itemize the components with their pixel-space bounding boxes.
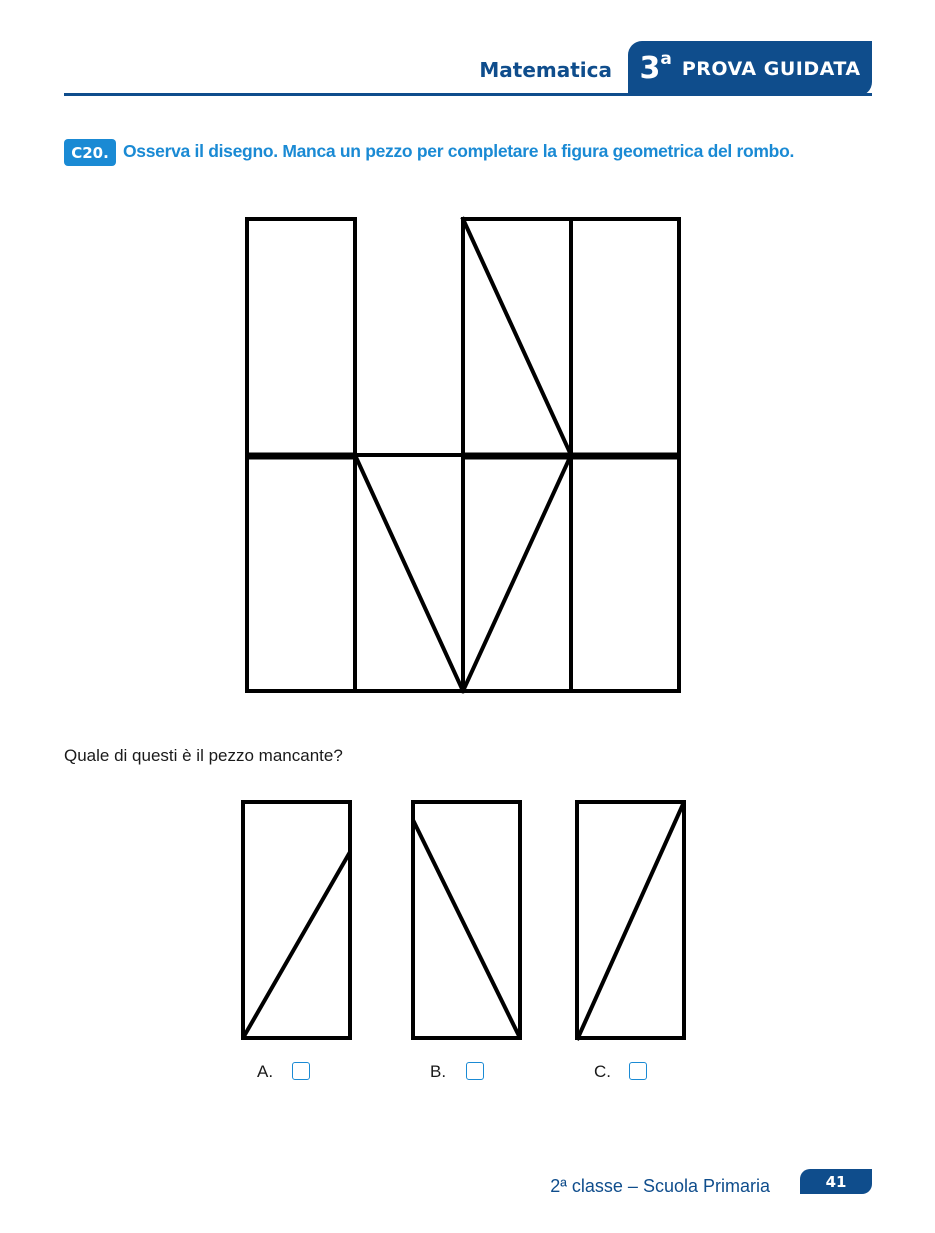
subject-title: Matematica: [479, 58, 612, 82]
question-prompt: Quale di questi è il pezzo mancante?: [64, 746, 343, 765]
option-b-checkbox[interactable]: [466, 1062, 484, 1080]
tile-bottom-2-diagonal: [355, 455, 463, 691]
test-number-superscript: a: [660, 48, 672, 69]
tile-top-4: [571, 219, 679, 455]
option-b-label: B.: [430, 1062, 447, 1081]
tile-top-left: [247, 219, 355, 455]
test-tab: [628, 41, 872, 96]
option-c-checkbox[interactable]: [629, 1062, 647, 1080]
option-a-diagonal: [243, 852, 350, 1038]
option-a-figure: [238, 795, 358, 1045]
tile-bottom-1: [247, 455, 355, 691]
test-number: 3: [639, 51, 661, 86]
rhombus-puzzle-figure: [240, 212, 685, 697]
option-a-label: A.: [257, 1062, 274, 1081]
option-b-diagonal: [413, 820, 520, 1038]
option-c-diagonal: [577, 802, 684, 1040]
footer-class-label: 2ª classe – Scuola Primaria: [550, 1176, 770, 1196]
page-number: 41: [800, 1169, 872, 1194]
test-label: PROVA GUIDATA: [681, 57, 861, 80]
option-b-figure: [408, 795, 528, 1045]
option-c-figure: [572, 795, 692, 1045]
tile-top-3-diagonal: [463, 219, 571, 455]
option-a-checkbox[interactable]: [292, 1062, 310, 1080]
question-text: Osserva il disegno. Manca un pezzo per completare la figura geometrica del rombo.: [123, 141, 795, 161]
tile-bottom-4: [571, 455, 679, 691]
option-c-label: C.: [594, 1062, 611, 1081]
question-number-badge: C20.: [64, 139, 116, 166]
tile-bottom-3-diagonal: [463, 455, 571, 691]
